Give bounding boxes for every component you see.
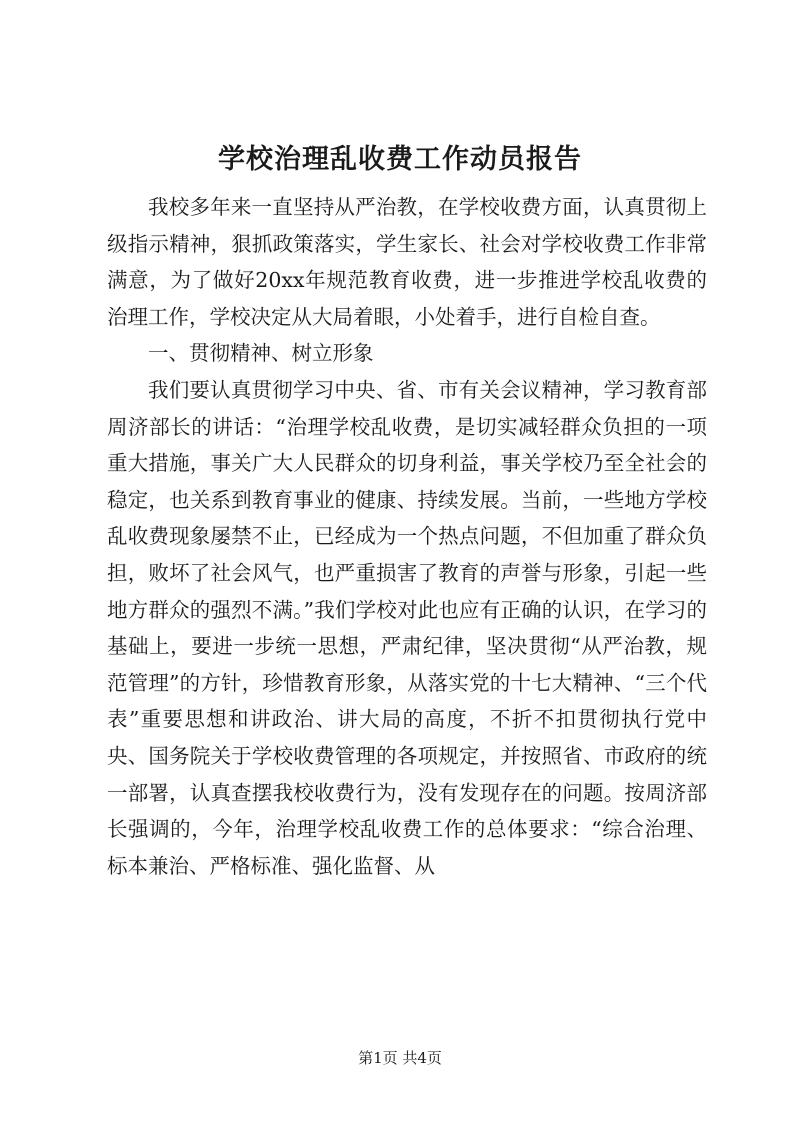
page-number-footer: 第1页 共4页 <box>358 1049 442 1067</box>
document-title: 学校治理乱收费工作动员报告 <box>218 144 582 175</box>
paragraph-section-1: 我们要认真贯彻学习中央、省、市有关会议精神，学习教育部周济部长的讲话：“治理学校乱收费，是切实减轻群众负担的一项重大措施，事关广大人民群众的切身利益，事关学校乃至全社会的稳定，也关系到教育事业的健康、持续发展。当前，一些地方学校乱收费现象屡禁不止，已经成为一个热点问题，不但加重了群众负担，败坏了社会风气，也严重损害了教育的声誉与形象，引起一些地方群众的强烈不满。”我们学校对此也应有正确的认识，在学习的基础上，要进一步统一思想，严肃纪律，坚决贯彻“从严治教，规范管理”的方针，珍惜教育形象，从落实党的十七大精神、“三个代表”重要思想和讲政治、讲大局的高度，不折不扣贯彻执行党中央、国务院关于学校收费管理的各项规定，并按照省、市政府的统一部署，认真查摆我校收费行为，没有发现存在的问题。按周济部长强调的，今年，治理学校乱收费工作的总体要求：“综合治理、标本兼治、严格标准、强化监督、从 <box>107 377 707 878</box>
document-body <box>107 189 707 884</box>
section-heading-1: 一、贯彻精神、树立形象 <box>148 341 374 366</box>
paragraph-intro: 我校多年来一直坚持从严治教，在学校收费方面，认真贯彻上级指示精神，狠抓政策落实，学生家长、社会对学校收费工作非常满意，为了做好20xx年规范教育收费，进一步推进学校乱收费的治理工作，学校决定从大局着眼，小处着手，进行自检自查。 <box>107 195 707 329</box>
